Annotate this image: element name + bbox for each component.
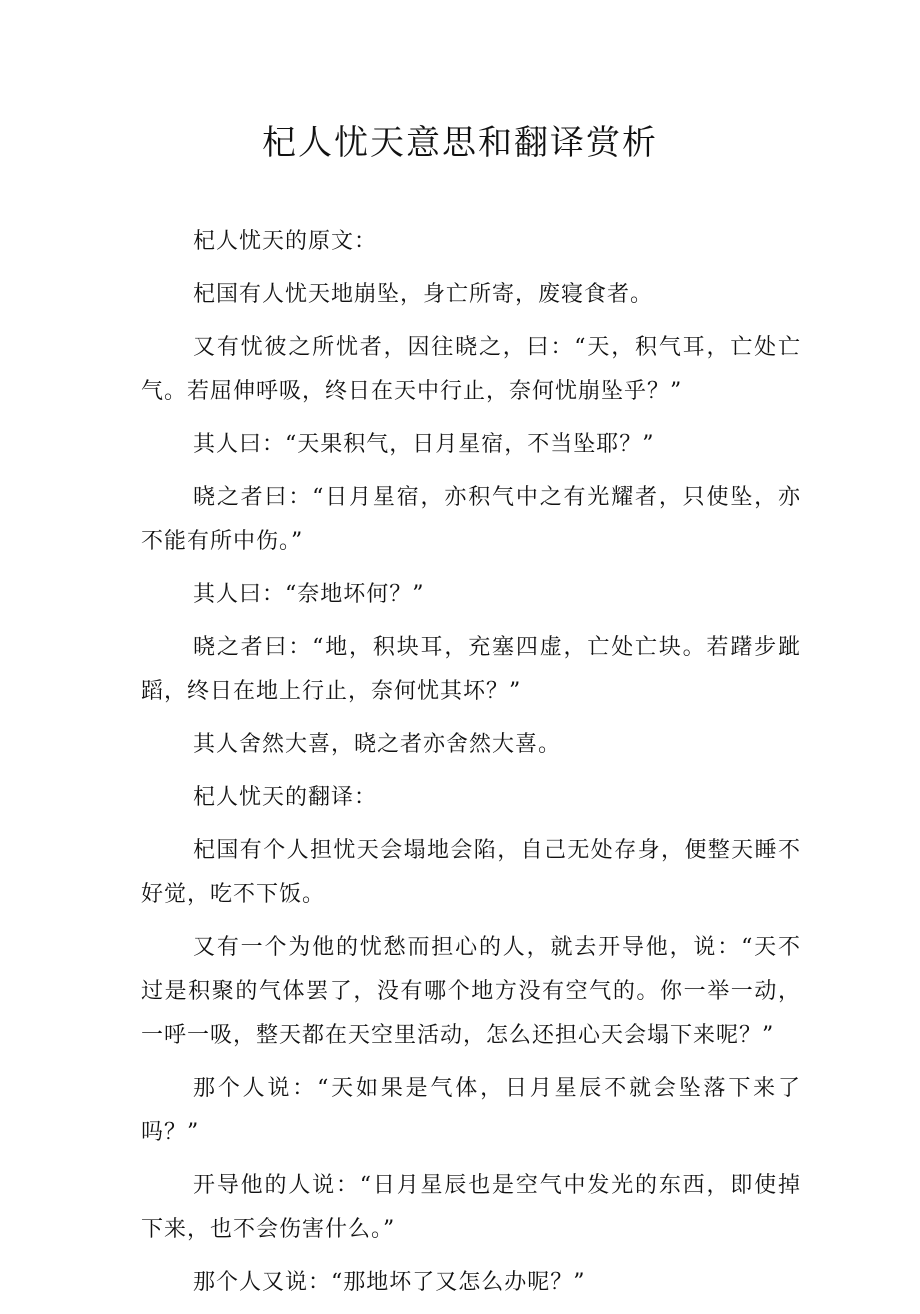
paragraph: 开导他的人说：“日月星辰也是空气中发光的东西，即使掉下来，也不会伤害什么。” (141, 1173, 801, 1242)
paragraph: 那个人又说：“那地坏了又怎么办呢？” (193, 1270, 586, 1295)
paragraph: 晓之者曰：“地，积块耳，充塞四虚，亡处亡块。若躇步跐蹈，终日在地上行止，奈何忧其坏？” (141, 635, 801, 704)
paragraph: 其人曰：“奈地坏何？” (193, 582, 425, 607)
paragraph: 又有忧彼之所忧者，因往晓之，曰：“天，积气耳，亡处亡气。若屈伸呼吸，终日在天中行止，奈何忧崩坠乎？” (141, 335, 801, 404)
paragraph: 杞国有人忧天地崩坠，身亡所寄，废寝食者。 (193, 282, 654, 307)
document-title: 杞人忧天意思和翻译赏析 (262, 123, 658, 163)
paragraph: 又有一个为他的忧愁而担心的人，就去开导他，说：“天不过是积聚的气体罢了，没有哪个地方没有空气的。你一举一动，一呼一吸，整天都在天空里活动，怎么还担心天会塌下来呢？” (141, 935, 801, 1048)
paragraph: 杞国有个人担忧天会塌地会陷，自己无处存身，便整天睡不好觉，吃不下饭。 (141, 838, 801, 907)
paragraph: 杞人忧天的原文： (193, 229, 378, 254)
paragraph: 杞人忧天的翻译： (193, 785, 378, 810)
document-body (141, 220, 801, 1314)
paragraph: 其人舍然大喜，晓之者亦舍然大喜。 (193, 732, 562, 757)
paragraph: 其人曰：“天果积气，日月星宿，不当坠耶？” (193, 432, 655, 457)
paragraph: 那个人说：“天如果是气体，日月星辰不就会坠落下来了吗？” (141, 1076, 801, 1145)
paragraph: 晓之者曰：“日月星宿，亦积气中之有光耀者，只使坠，亦不能有所中伤。” (141, 485, 801, 554)
